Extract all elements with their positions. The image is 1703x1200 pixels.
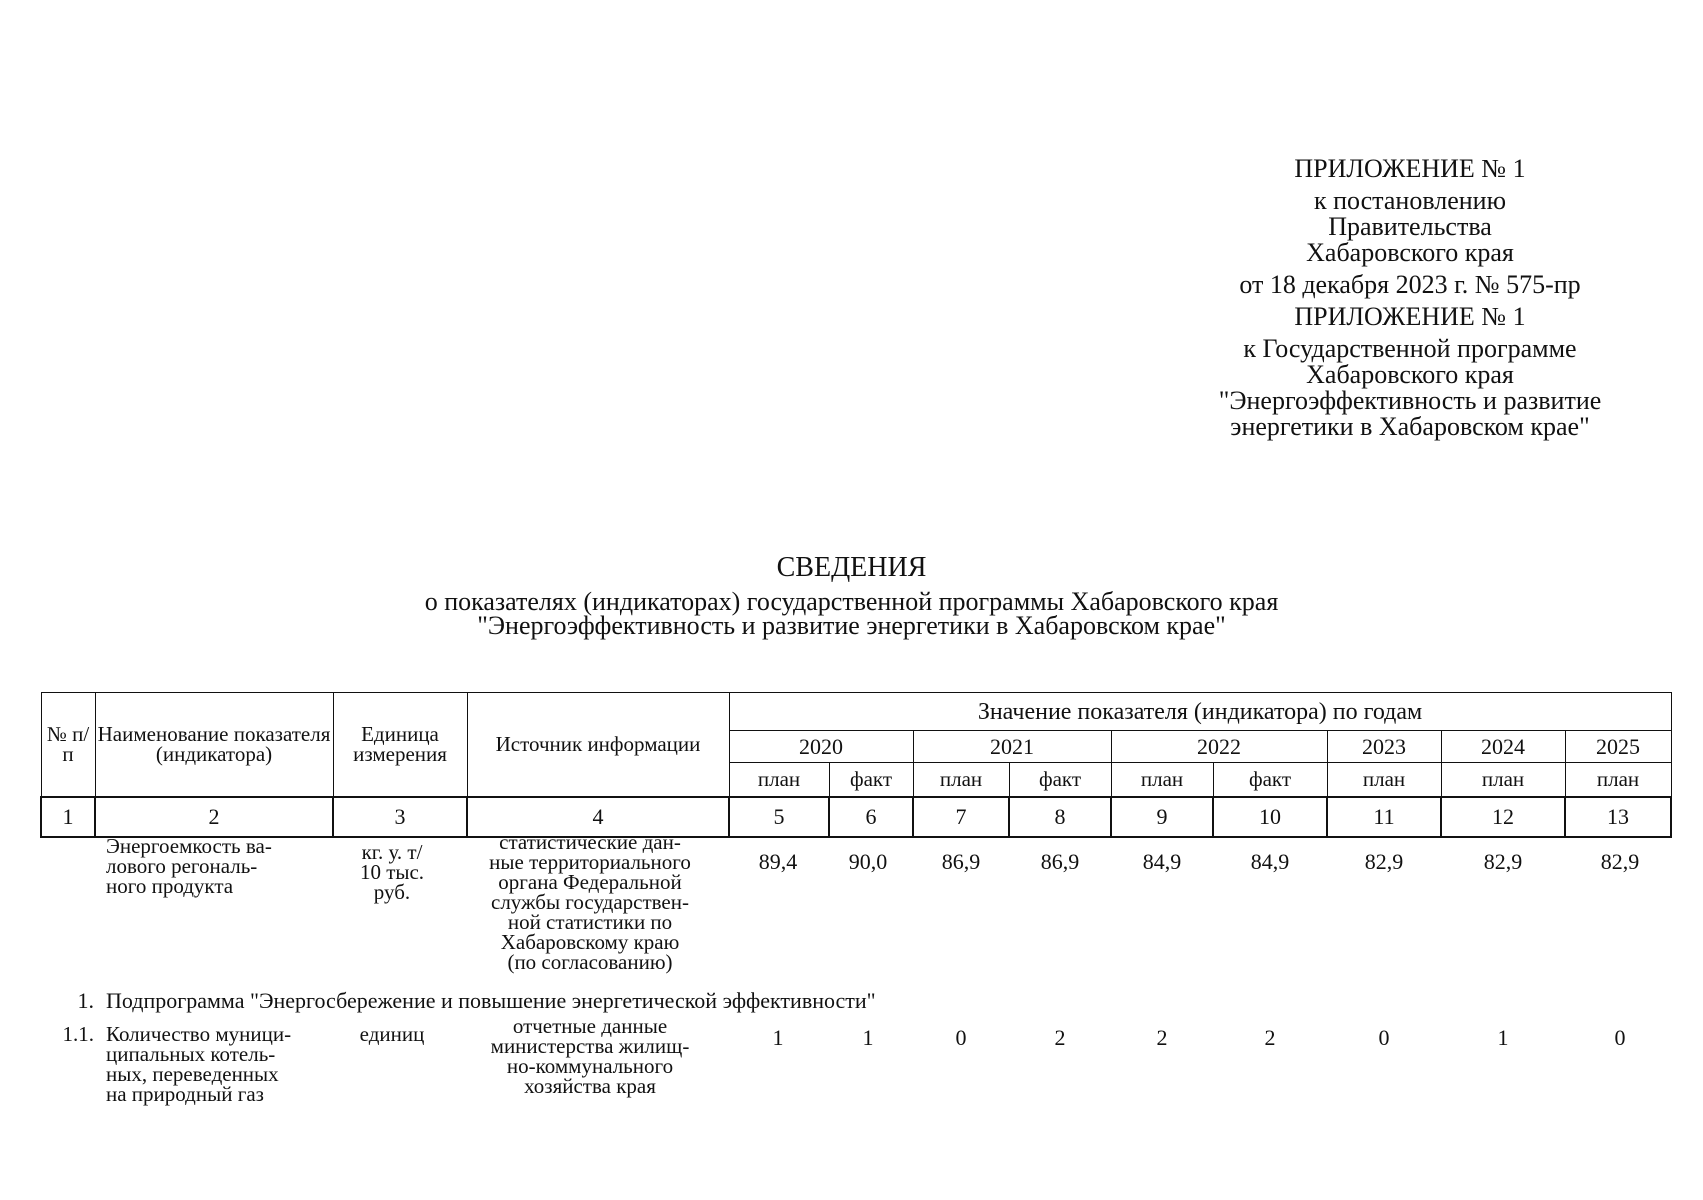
indicator-name: Энергоемкость ва- лового регональ- ного продукта: [106, 834, 272, 898]
indicators-table-header: [40, 692, 1672, 838]
column-number: 5: [729, 797, 829, 837]
row-number: 1.1.: [62, 1022, 94, 1046]
indicator-value: 86,9: [941, 849, 981, 874]
program-line: к Государственной программе: [1243, 334, 1577, 363]
decree-line: к постановлению: [1313, 186, 1507, 215]
subcol-header: план: [913, 763, 1009, 797]
indicator-value: 0: [955, 1025, 967, 1050]
subcol-header: факт: [829, 763, 913, 797]
subcol-header: план: [1327, 763, 1441, 797]
indicator-value: 86,9: [1040, 849, 1080, 874]
year-header: 2020: [729, 731, 913, 763]
indicator-value: 1: [862, 1025, 874, 1050]
indicator-value: 2: [1054, 1025, 1066, 1050]
indicator-value: 2: [1264, 1025, 1276, 1050]
subcol-header: план: [1441, 763, 1565, 797]
indicator-value: 89,4: [758, 849, 798, 874]
col-header-values: Значение показателя (индикатора) по годам: [729, 693, 1671, 731]
indicator-value: 0: [1378, 1025, 1390, 1050]
indicator-value: 0: [1614, 1025, 1626, 1050]
year-header: 2021: [913, 731, 1111, 763]
program-line: "Энергоэффективность и развитие: [1218, 386, 1602, 415]
subcol-header: факт: [1009, 763, 1111, 797]
decree-reference: [1180, 188, 1640, 266]
subcol-header: план: [1111, 763, 1213, 797]
column-number: 4: [467, 797, 729, 837]
table-row: [40, 1016, 1670, 1106]
subcol-header: план: [729, 763, 829, 797]
column-number: 8: [1009, 797, 1111, 837]
column-number: 1: [41, 797, 95, 837]
year-header: 2023: [1327, 731, 1441, 763]
decree-date: от 18 декабря 2023 г. № 575-пр: [1239, 270, 1581, 299]
indicator-value: 84,9: [1142, 849, 1182, 874]
program-line: энергетики в Хабаровском крае": [1230, 412, 1590, 441]
indicator-value: 84,9: [1250, 849, 1290, 874]
col-header-num: № п/п: [41, 693, 95, 797]
indicator-source: статистические дан- ные территориального органа Федеральной службы государствен- ной статистики по Хабаровскому краю (по согласованию): [489, 830, 691, 974]
year-header: 2024: [1441, 731, 1565, 763]
decree-line: Правительства: [1328, 212, 1492, 241]
title-subline: "Энергоэффективность и развитие энергетики в Хабаровском крае": [477, 611, 1226, 640]
indicator-unit: кг. у. т/ 10 тыс. руб.: [359, 840, 425, 904]
program-reference: [1180, 336, 1640, 440]
indicator-value: 82,9: [1364, 849, 1404, 874]
indicator-value: 90,0: [848, 849, 888, 874]
appendix-title: ПРИЛОЖЕНИЕ № 1: [1294, 154, 1526, 183]
col-header-source: Источник информации: [467, 693, 729, 797]
indicator-value: 2: [1156, 1025, 1168, 1050]
decree-line: Хабаровского края: [1306, 238, 1514, 267]
table-row: [40, 830, 1670, 986]
indicator-name: Количество муници- ципальных котель- ных, переведенных на природный газ: [106, 1022, 292, 1106]
indicator-value: 82,9: [1600, 849, 1640, 874]
column-number: 6: [829, 797, 913, 837]
program-line: Хабаровского края: [1306, 360, 1514, 389]
column-number: 13: [1565, 797, 1671, 837]
column-number: 7: [913, 797, 1009, 837]
indicator-value: 1: [772, 1025, 784, 1050]
col-header-unit: Единица измерения: [333, 693, 467, 797]
subprogram-title: Подпрограмма "Энергосбережение и повышение энергетической эффективности": [106, 988, 876, 1013]
appendix-header: [1180, 156, 1640, 440]
year-header: 2022: [1111, 731, 1327, 763]
column-number: 10: [1213, 797, 1327, 837]
indicator-value: 82,9: [1483, 849, 1523, 874]
title-subline: о показателях (индикаторах) государственной программы Хабаровского края: [424, 587, 1279, 616]
indicator-value: 1: [1497, 1025, 1509, 1050]
indicator-unit: единиц: [359, 1022, 425, 1046]
subcol-header: факт: [1213, 763, 1327, 797]
column-number: 11: [1327, 797, 1441, 837]
appendix-title-2: ПРИЛОЖЕНИЕ № 1: [1294, 302, 1526, 331]
column-number: 12: [1441, 797, 1565, 837]
year-header: 2025: [1565, 731, 1671, 763]
subcol-header: план: [1565, 763, 1671, 797]
column-number: 2: [95, 797, 333, 837]
column-number: 3: [333, 797, 467, 837]
indicator-source: отчетные данные министерства жилищ- но-коммунального хозяйства края: [490, 1014, 690, 1098]
title-main: СВЕДЕНИЯ: [776, 552, 927, 583]
indicators-table-body-2: [40, 1016, 1670, 1106]
indicators-table-body: [40, 830, 1670, 986]
column-number: 9: [1111, 797, 1213, 837]
subprogram-number: 1.: [77, 988, 94, 1013]
col-header-name: Наименование показателя (индикатора): [95, 693, 333, 797]
document-title: [0, 552, 1703, 640]
